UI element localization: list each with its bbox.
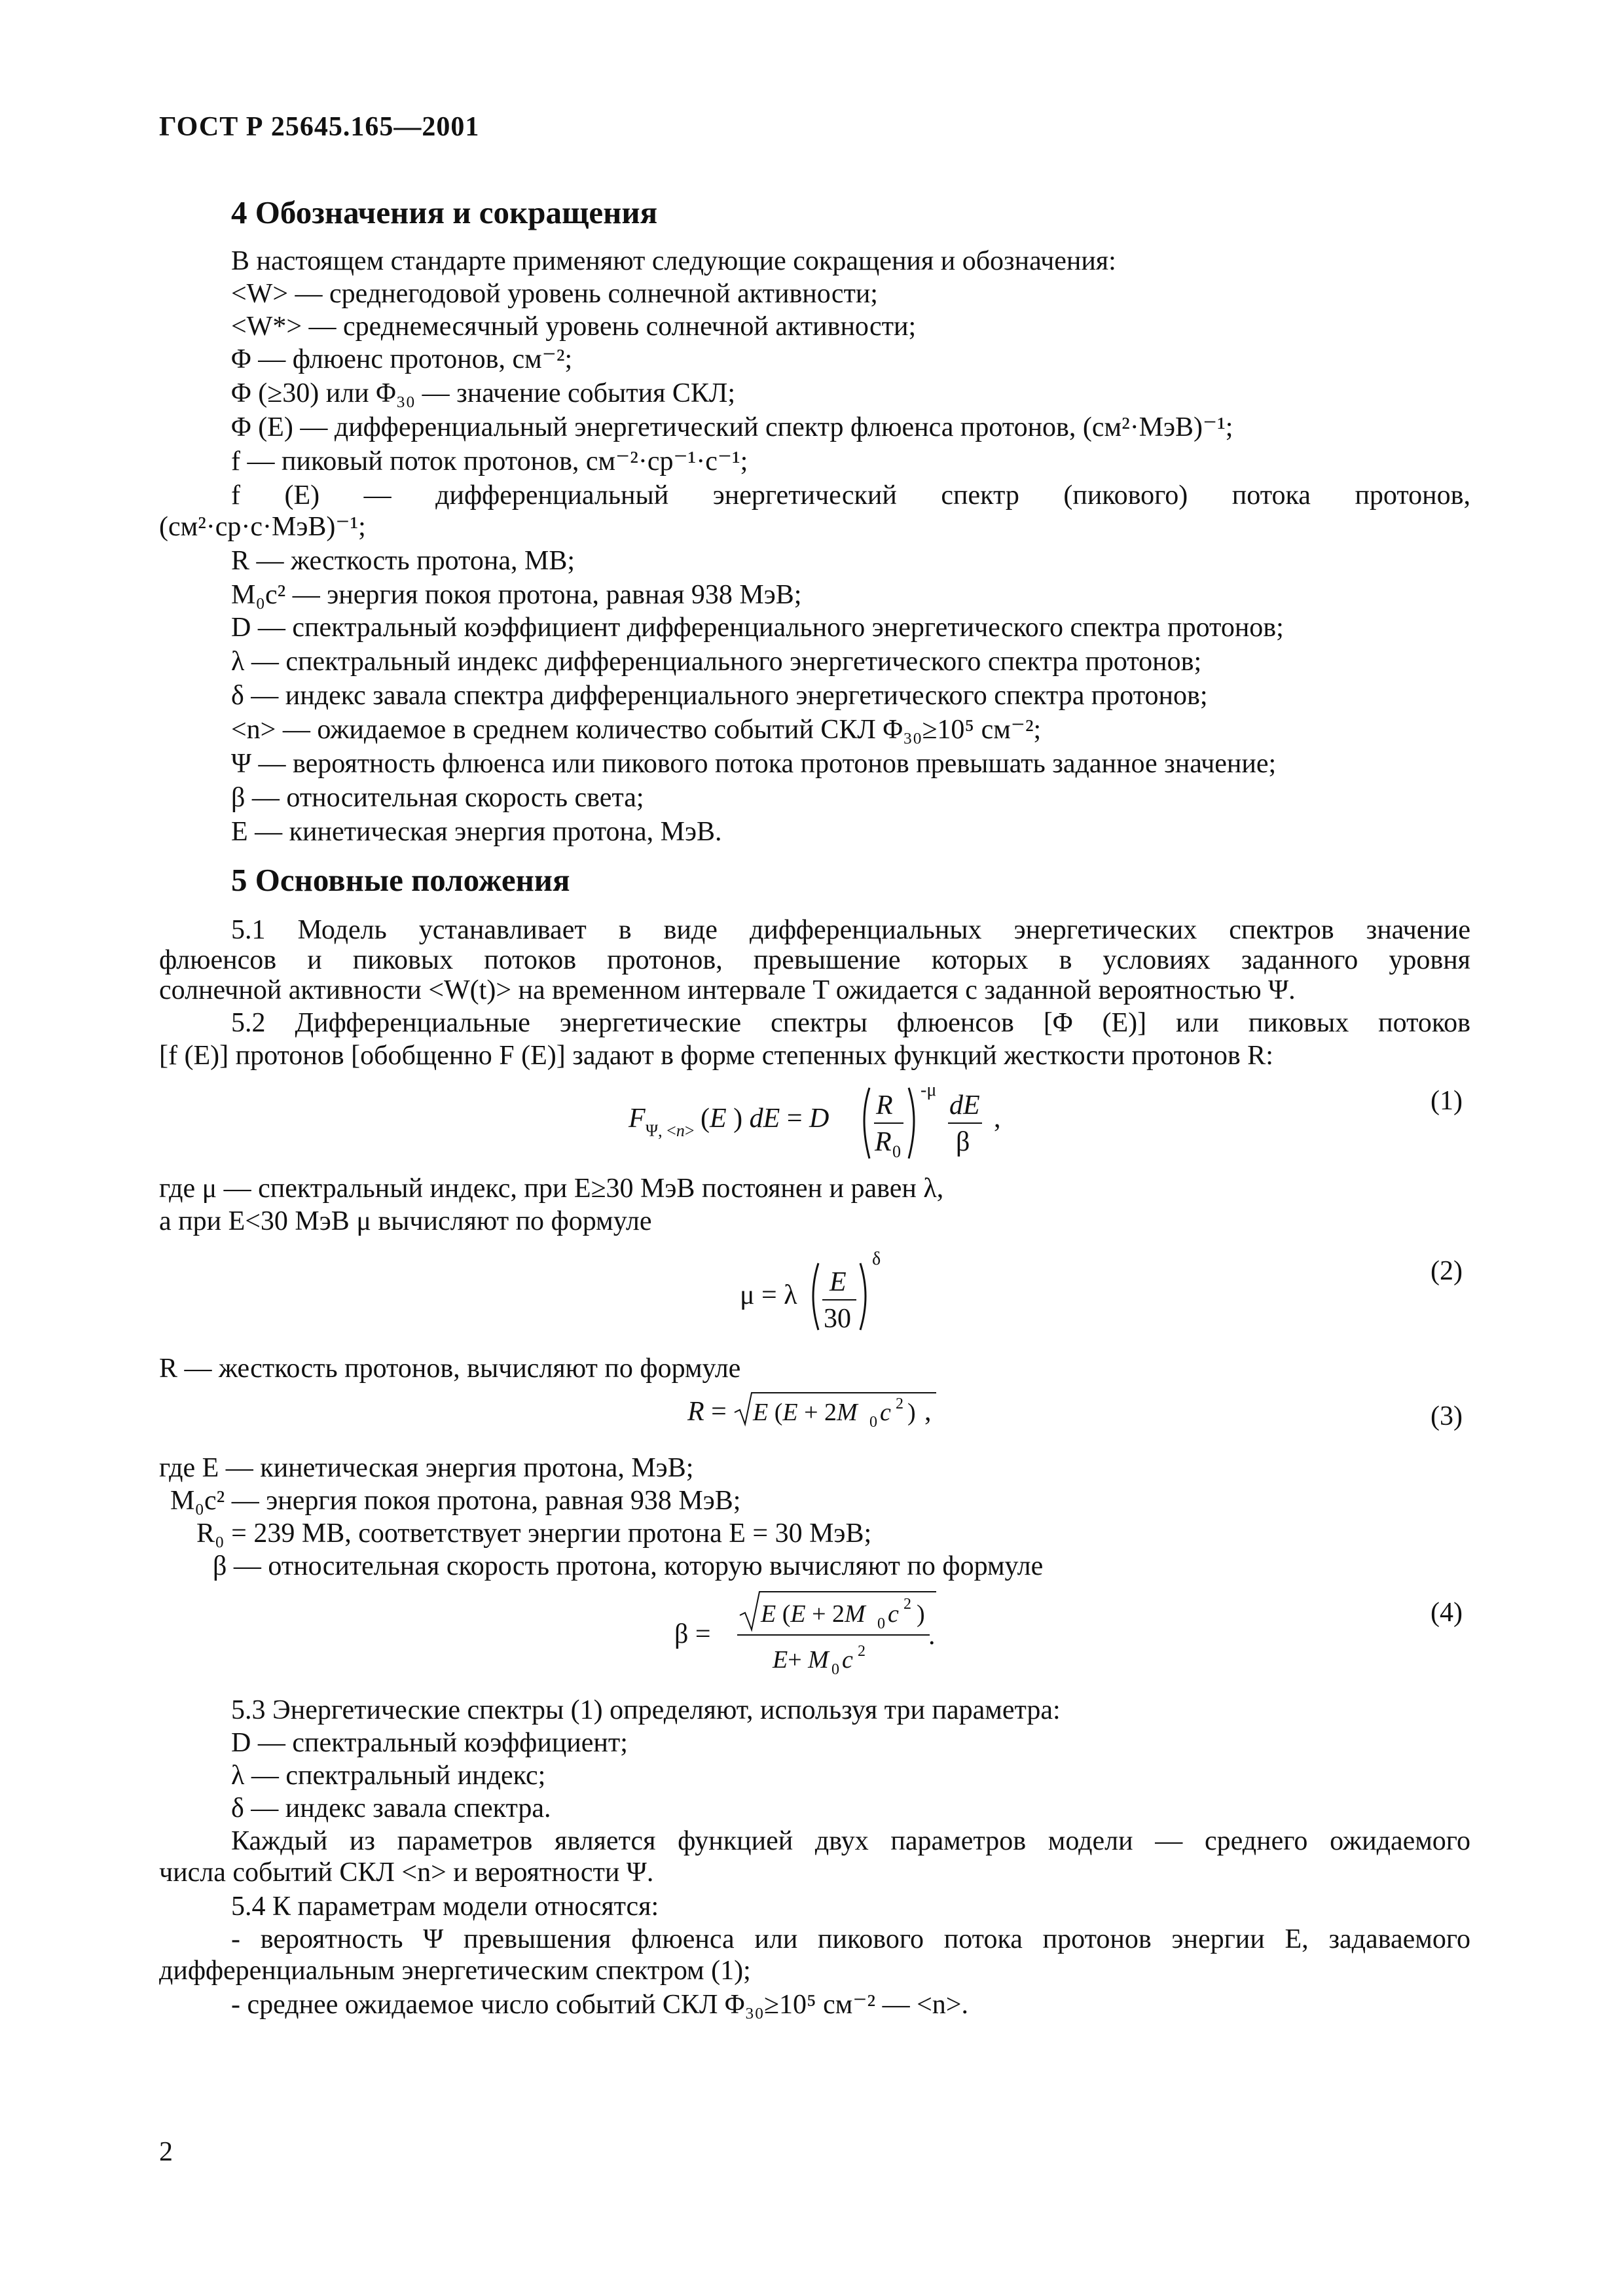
svg-text:2: 2 <box>858 1643 866 1660</box>
where-E: где E — кинетическая энергия протона, МэВ; <box>159 1453 694 1483</box>
svg-text:R: R <box>876 1090 893 1121</box>
standard-header: ГОСТ Р 25645.165—2001 <box>159 112 480 142</box>
def-D: D — спектральный коэффициент дифференциального энергетического спектра протонов; <box>231 613 1284 643</box>
svg-text:E: E <box>830 1267 847 1297</box>
def-delta: δ — индекс завала спектра дифференциального энергетического спектра протонов; <box>231 681 1208 711</box>
where-beta: β — относительная скорость протона, которую вычисляют по формуле <box>213 1551 1044 1581</box>
formula-1-drawing <box>629 1073 1048 1185</box>
svg-text:2: 2 <box>903 1596 911 1613</box>
svg-text:,: , <box>994 1103 1001 1134</box>
p53-delta: δ — индекс завала спектра. <box>231 1793 551 1823</box>
svg-text:2: 2 <box>896 1395 903 1412</box>
def-phi30: Φ (≥30) или Φ₃₀ — значение события СКЛ; <box>231 378 736 408</box>
p53-each-line2: числа событий СКЛ <n> и вероятности Ψ. <box>159 1857 654 1888</box>
R-formula-intro: R — жесткость протонов, вычисляют по формуле <box>159 1354 741 1384</box>
p54-a-line2: дифференциальным энергетическим спектром (1); <box>159 1956 751 1986</box>
formula-3-drawing <box>687 1386 976 1439</box>
p52-line2: [f (E)] протонов [обобщенно F (E)] задают в форме степенных функций жесткости протонов R: <box>159 1041 1273 1071</box>
def-wstar: <W*> — среднемесячный уровень солнечной активности; <box>231 312 917 342</box>
def-fE-line2: (см²·ср·с·МэВ)⁻¹; <box>159 512 366 542</box>
svg-text:Ψ, <n>: Ψ, <n> <box>646 1121 695 1140</box>
svg-text:β: β <box>956 1127 970 1157</box>
svg-text:E (E + 2M: E (E + 2M <box>761 1600 866 1628</box>
def-R: R — жесткость протона, МВ; <box>231 546 575 576</box>
svg-text:0: 0 <box>831 1661 839 1678</box>
def-fE-line1: f (E) — дифференциальный энергетический спектр (пикового) потока протонов, <box>231 480 1470 511</box>
def-phi: Φ — флюенс протонов, см⁻²; <box>231 344 573 374</box>
svg-text:μ = λ: μ = λ <box>740 1280 797 1310</box>
svg-text:c: c <box>888 1600 899 1628</box>
svg-text:0: 0 <box>877 1615 885 1632</box>
p52-line1: 5.2 Дифференциальные энергетические спектры флюенсов [Φ (E)] или пиковых потоков <box>231 1008 1470 1038</box>
p53-D: D — спектральный коэффициент; <box>231 1728 628 1758</box>
def-lambda: λ — спектральный индекс дифференциального энергетического спектра протонов; <box>231 647 1202 677</box>
svg-text:): ) <box>907 1399 916 1426</box>
equation-number-4: (4) <box>1431 1598 1463 1628</box>
svg-text:0: 0 <box>892 1142 901 1161</box>
formula-4 <box>674 1583 962 1701</box>
svg-text:-μ: -μ <box>921 1080 937 1100</box>
sec4-intro: В настоящем стандарте применяют следующие сокращения и обозначения: <box>231 246 1116 276</box>
equation-number-1: (1) <box>1431 1086 1463 1116</box>
equation-number-2: (2) <box>1431 1256 1463 1286</box>
svg-text:c: c <box>842 1646 853 1674</box>
svg-text:): ) <box>917 1600 925 1628</box>
section-5-title: 5 Основные положения <box>231 862 570 898</box>
svg-text:E+ M: E+ M <box>773 1646 829 1674</box>
svg-text:c: c <box>880 1399 891 1426</box>
p51-line2: флюенсов и пиковых потоков протонов, превышение которых в условиях заданного уровня <box>159 945 1470 975</box>
svg-text:β =: β = <box>674 1619 711 1649</box>
def-M0: M₀c² — энергия покоя протона, равная 938 МэВ; <box>231 580 802 610</box>
formula-4-drawing <box>674 1583 962 1694</box>
equation-number-3: (3) <box>1431 1401 1463 1431</box>
p53-line: 5.3 Энергетические спектры (1) определяют, используя три параметра: <box>231 1695 1061 1725</box>
p51-line3: солнечной активности <W(t)> на временном интервале T ожидается с заданной вероятностью Ψ. <box>159 975 1296 1005</box>
def-n: <n> — ожидаемое в среднем количество событий СКЛ Φ₃₀≥10⁵ см⁻²; <box>231 715 1042 745</box>
p54-a-line1: - вероятность Ψ превышения флюенса или пикового потока протонов энергии E, задаваемого <box>231 1924 1470 1954</box>
where-R0: R₀ = 239 МВ, соответствует энергии протона E = 30 МэВ; <box>196 1518 872 1549</box>
def-f: f — пиковый поток протонов, см⁻²·ср⁻¹·с⁻¹; <box>231 446 748 476</box>
svg-text:R =: R = <box>687 1397 727 1427</box>
svg-text:0: 0 <box>869 1414 877 1431</box>
svg-text:E (E + 2M: E (E + 2M <box>753 1399 858 1426</box>
section-4-title: 4 Обозначения и сокращения <box>231 194 658 230</box>
def-psi: Ψ — вероятность флюенса или пикового потока протонов превышать заданное значение; <box>231 749 1277 779</box>
svg-text:R: R <box>875 1127 892 1157</box>
p54-b-line: - среднее ожидаемое число событий СКЛ Φ₃₀≥10⁵ см⁻² — <n>. <box>231 1990 968 2020</box>
svg-text:,: , <box>924 1397 932 1427</box>
svg-text:δ: δ <box>872 1249 881 1269</box>
formula-3 <box>687 1386 976 1446</box>
p53-lambda: λ — спектральный индекс; <box>231 1761 546 1791</box>
def-beta: β — относительная скорость света; <box>231 783 644 813</box>
svg-text:F: F <box>629 1103 646 1134</box>
after-eq1-line2: а при E<30 МэВ μ вычисляют по формуле <box>159 1206 652 1236</box>
page-number: 2 <box>159 2137 173 2167</box>
svg-text:dE: dE <box>949 1090 980 1121</box>
def-E: E — кинетическая энергия протона, МэВ. <box>231 817 722 847</box>
after-eq1-line1: где μ — спектральный индекс, при E≥30 МэВ постоянен и равен λ, <box>159 1174 944 1204</box>
svg-text:30: 30 <box>824 1304 851 1334</box>
p53-each-line1: Каждый из параметров является функцией двух параметров модели — среднего ожидаемого <box>231 1826 1470 1856</box>
def-phiE: Φ (E) — дифференциальный энергетический спектр флюенса протонов, (см²·МэВ)⁻¹; <box>231 412 1233 442</box>
formula-2-drawing <box>740 1244 910 1342</box>
def-w: <W> — среднегодовой уровень солнечной активности; <box>231 279 878 309</box>
svg-text:.: . <box>928 1621 936 1651</box>
p54-line: 5.4 К параметрам модели относятся: <box>231 1892 659 1922</box>
formula-2 <box>740 1244 910 1349</box>
where-M0: M₀c² — энергия покоя протона, равная 938 МэВ; <box>170 1486 741 1516</box>
p51-line1: 5.1 Модель устанавливает в виде дифференциальных энергетических спектров значение <box>231 915 1470 945</box>
svg-text:(E ) dE = D: (E ) dE = D <box>701 1103 830 1134</box>
